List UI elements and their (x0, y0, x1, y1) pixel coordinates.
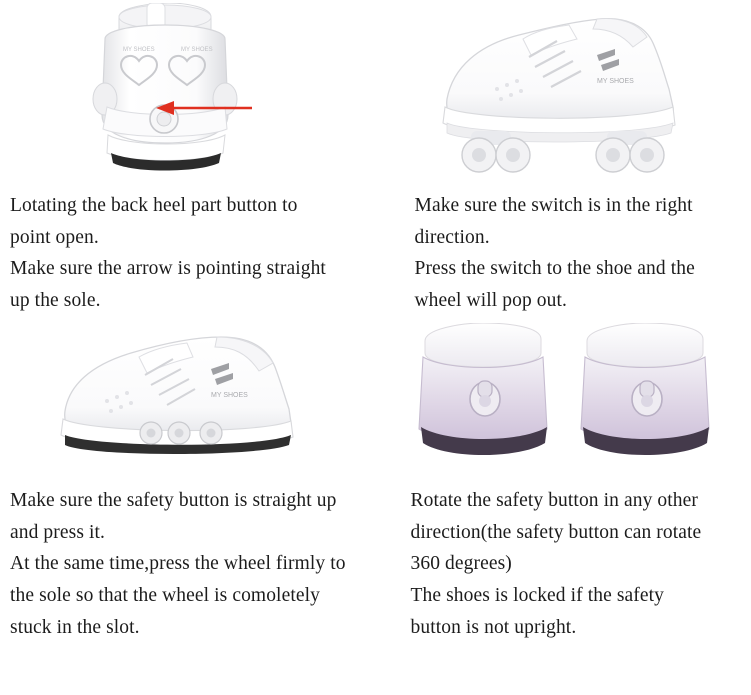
panel-2 (387, 0, 746, 316)
caption-line: Press the switch to the shoe and the (414, 258, 695, 280)
shoe-side-wheels-out-icon (387, 0, 746, 190)
caption-line: button is not upright. (410, 616, 577, 638)
panel-4 (387, 320, 746, 643)
caption-line: and press it. (10, 521, 105, 543)
panel-1 (6, 0, 365, 316)
caption-line: the sole so that the wheel is comoletely (10, 585, 320, 607)
panel-1-caption (6, 190, 365, 316)
svg-text:MY SHOES: MY SHOES (211, 391, 249, 399)
caption-line: Make sure the switch is in the right (414, 195, 693, 216)
caption-line: Make sure the arrow is pointing straight (10, 258, 326, 280)
caption-line: Make sure the safety button is straight up (10, 490, 337, 512)
caption-line: The shoes is locked if the safety (410, 585, 664, 607)
caption-line: stuck in the slot. (10, 616, 140, 638)
caption-line: point open. (10, 226, 99, 248)
shoe-side-wheels-in-icon (6, 320, 365, 485)
caption-line: direction(the safety button can rotate (410, 521, 702, 543)
caption-line: 360 degrees) (410, 553, 512, 575)
caption-line: direction. (414, 226, 490, 248)
panel-4-caption (387, 485, 746, 643)
svg-text:MY SHOES: MY SHOES (123, 46, 155, 53)
caption-line: At the same time,press the wheel firmly to (10, 553, 346, 575)
panel-3-caption (6, 485, 365, 643)
caption-line: Lotating the back heel part button to (10, 195, 298, 216)
panel-2-caption (387, 190, 746, 316)
shoe-heel-rear-icon (6, 0, 365, 190)
caption-line: Rotate the safety button in any other (410, 490, 698, 512)
heel-pair-safety-button-icon (387, 320, 746, 485)
panel-3 (6, 320, 365, 643)
svg-text:MY SHOES: MY SHOES (181, 46, 213, 53)
caption-line: wheel will pop out. (414, 289, 567, 311)
caption-line: up the sole. (10, 289, 101, 311)
svg-text:MY SHOES: MY SHOES (596, 77, 634, 85)
